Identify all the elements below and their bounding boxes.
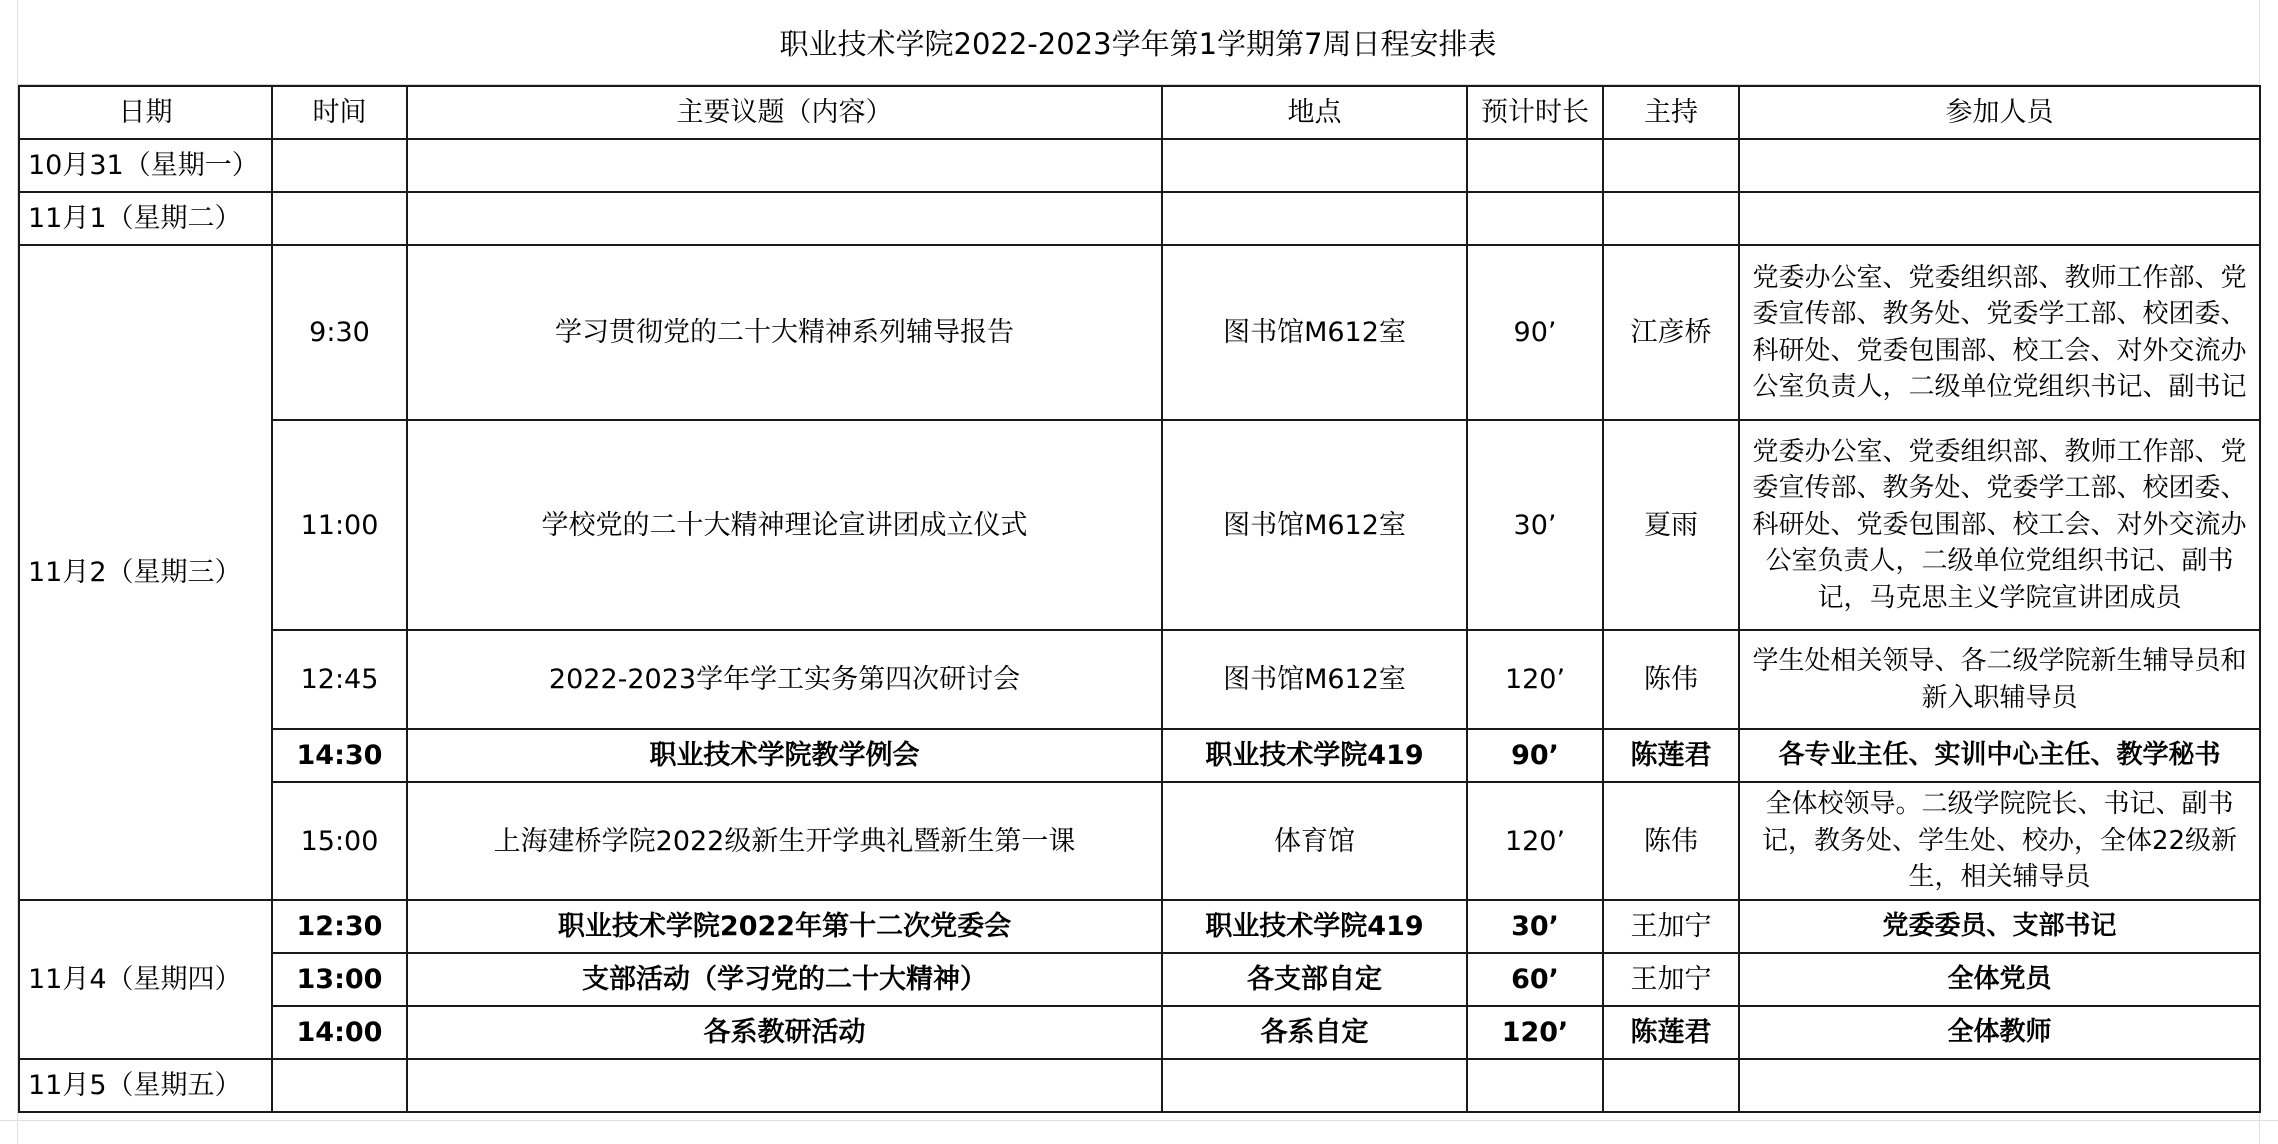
empty-cell <box>1739 139 2260 192</box>
table-row <box>19 900 2260 953</box>
topic-cell: 支部活动（学习党的二十大精神） <box>407 953 1162 1006</box>
empty-cell <box>1603 1059 1739 1112</box>
host-cell: 陈莲君 <box>1603 1006 1739 1059</box>
attendees-cell: 全体党员 <box>1739 953 2260 1006</box>
empty-cell <box>272 139 407 192</box>
empty-cell <box>1739 1059 2260 1112</box>
empty-cell <box>1739 192 2260 245</box>
table-row <box>19 953 2260 1006</box>
empty-cell <box>272 1059 407 1112</box>
place-cell: 体育馆 <box>1162 782 1467 900</box>
table-row <box>19 729 2260 782</box>
host-cell: 陈伟 <box>1603 782 1739 900</box>
attendees-cell: 党委委员、支部书记 <box>1739 900 2260 953</box>
date-cell: 11月2（星期三） <box>19 245 272 900</box>
host-cell: 陈莲君 <box>1603 729 1739 782</box>
empty-cell <box>407 192 1162 245</box>
attendees-cell: 学生处相关领导、各二级学院新生辅导员和新入职辅导员 <box>1739 630 2260 729</box>
header-date: 日期 <box>19 86 272 139</box>
schedule-title: 职业技术学院2022-2023学年第1学期第7周日程安排表 <box>18 0 2258 85</box>
time-cell: 11:00 <box>272 420 407 630</box>
topic-cell: 学校党的二十大精神理论宣讲团成立仪式 <box>407 420 1162 630</box>
empty-cell <box>1467 192 1603 245</box>
time-cell: 14:30 <box>272 729 407 782</box>
header-topic: 主要议题（内容） <box>407 86 1162 139</box>
date-cell: 11月4（星期四） <box>19 900 272 1059</box>
time-cell: 15:00 <box>272 782 407 900</box>
empty-cell <box>1162 192 1467 245</box>
duration-cell: 60’ <box>1467 953 1603 1006</box>
table-row <box>19 192 2260 245</box>
header-place: 地点 <box>1162 86 1467 139</box>
duration-cell: 30’ <box>1467 420 1603 630</box>
duration-cell: 30’ <box>1467 900 1603 953</box>
header-duration: 预计时长 <box>1467 86 1603 139</box>
duration-cell: 90’ <box>1467 245 1603 420</box>
empty-cell <box>272 192 407 245</box>
empty-cell <box>407 1059 1162 1112</box>
topic-cell: 各系教研活动 <box>407 1006 1162 1059</box>
empty-cell <box>1162 139 1467 192</box>
attendees-cell: 全体教师 <box>1739 1006 2260 1059</box>
duration-cell: 90’ <box>1467 729 1603 782</box>
place-cell: 职业技术学院419 <box>1162 729 1467 782</box>
header-host: 主持 <box>1603 86 1739 139</box>
table-row <box>19 630 2260 729</box>
attendees-cell: 各专业主任、实训中心主任、教学秘书 <box>1739 729 2260 782</box>
duration-cell: 120’ <box>1467 782 1603 900</box>
sheet-gridline-bottom <box>0 1120 2278 1121</box>
attendees-cell: 党委办公室、党委组织部、教师工作部、党委宣传部、教务处、党委学工部、校团委、科研处、党委包围部、校工会、对外交流办公室负责人，二级单位党组织书记、副书记 <box>1739 245 2260 420</box>
place-cell: 各支部自定 <box>1162 953 1467 1006</box>
duration-cell: 120’ <box>1467 1006 1603 1059</box>
time-cell: 13:00 <box>272 953 407 1006</box>
time-cell: 12:30 <box>272 900 407 953</box>
host-cell: 陈伟 <box>1603 630 1739 729</box>
table-row <box>19 1006 2260 1059</box>
duration-cell: 120’ <box>1467 630 1603 729</box>
table-row <box>19 245 2260 420</box>
topic-cell: 2022-2023学年学工实务第四次研讨会 <box>407 630 1162 729</box>
time-cell: 12:45 <box>272 630 407 729</box>
date-cell: 11月1（星期二） <box>19 192 272 245</box>
table-row <box>19 782 2260 900</box>
host-cell: 夏雨 <box>1603 420 1739 630</box>
empty-cell <box>1162 1059 1467 1112</box>
date-cell: 10月31（星期一） <box>19 139 272 192</box>
date-cell: 11月5（星期五） <box>19 1059 272 1112</box>
time-cell: 14:00 <box>272 1006 407 1059</box>
empty-cell <box>407 139 1162 192</box>
header-row <box>19 86 2260 139</box>
host-cell: 江彦桥 <box>1603 245 1739 420</box>
schedule-table <box>18 85 2261 1113</box>
topic-cell: 上海建桥学院2022级新生开学典礼暨新生第一课 <box>407 782 1162 900</box>
topic-cell: 学习贯彻党的二十大精神系列辅导报告 <box>407 245 1162 420</box>
place-cell: 图书馆M612室 <box>1162 630 1467 729</box>
place-cell: 各系自定 <box>1162 1006 1467 1059</box>
empty-cell <box>1603 139 1739 192</box>
host-cell: 王加宁 <box>1603 900 1739 953</box>
table-row <box>19 420 2260 630</box>
header-time: 时间 <box>272 86 407 139</box>
table-row <box>19 139 2260 192</box>
attendees-cell: 党委办公室、党委组织部、教师工作部、党委宣传部、教务处、党委学工部、校团委、科研处、党委包围部、校工会、对外交流办公室负责人，二级单位党组织书记、副书记，马克思主义学院宣讲团成员 <box>1739 420 2260 630</box>
attendees-cell: 全体校领导。二级学院院长、书记、副书记，教务处、学生处、校办，全体22级新生，相关辅导员 <box>1739 782 2260 900</box>
empty-cell <box>1467 139 1603 192</box>
place-cell: 职业技术学院419 <box>1162 900 1467 953</box>
place-cell: 图书馆M612室 <box>1162 420 1467 630</box>
place-cell: 图书馆M612室 <box>1162 245 1467 420</box>
topic-cell: 职业技术学院教学例会 <box>407 729 1162 782</box>
topic-cell: 职业技术学院2022年第十二次党委会 <box>407 900 1162 953</box>
header-attendees: 参加人员 <box>1739 86 2260 139</box>
table-row <box>19 1059 2260 1112</box>
empty-cell <box>1467 1059 1603 1112</box>
host-cell: 王加宁 <box>1603 953 1739 1006</box>
time-cell: 9:30 <box>272 245 407 420</box>
empty-cell <box>1603 192 1739 245</box>
